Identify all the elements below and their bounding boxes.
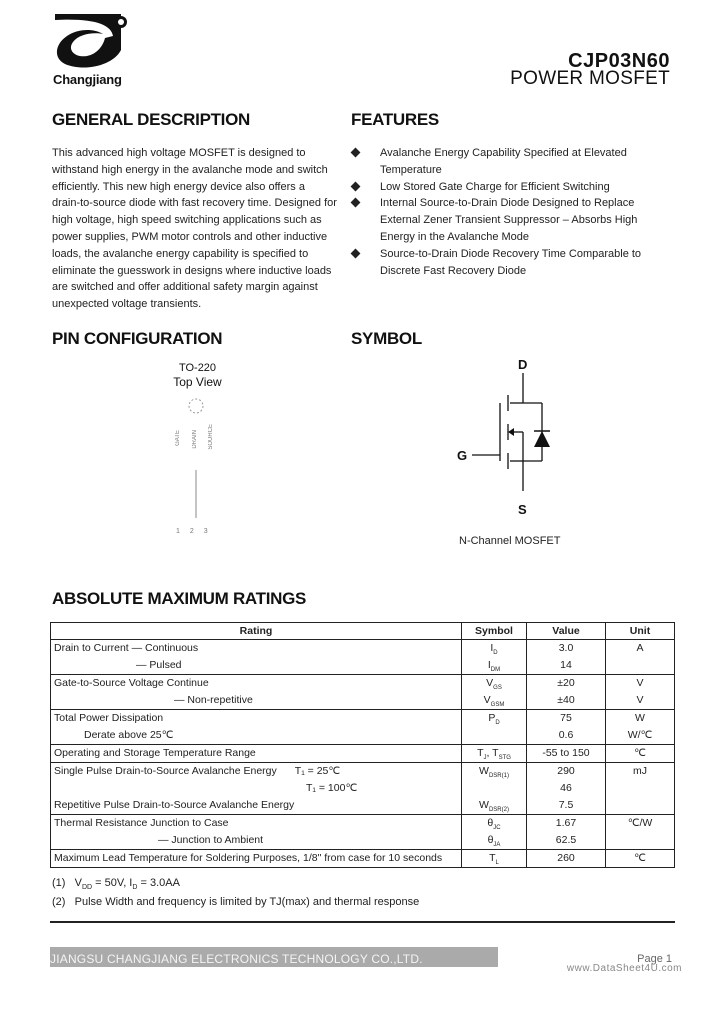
value-line: 0.6 (558, 729, 574, 741)
rating-cell (51, 850, 462, 868)
rating-line: Derate above 25℃ (84, 729, 174, 741)
description-line: This advanced high voltage MOSFET is designed to (52, 147, 306, 159)
feature-line: Low Stored Gate Charge for Efficient Switching (380, 180, 610, 193)
symbol-line (465, 780, 523, 797)
ratings-header-row (51, 623, 675, 640)
general-description-text (52, 145, 342, 313)
symbol-cell (462, 850, 527, 868)
pin-configuration-title: PIN CONFIGURATION (52, 329, 223, 348)
value-line: 46 (560, 782, 572, 794)
description-line: high voltage, high speed switching applications such as (52, 214, 322, 227)
rating-line: Single Pulse Drain-to-Source Avalanche Energy T₁ = 25℃ (54, 765, 341, 777)
description-line: eliminate the guesswork in designs where inductive loads (52, 264, 332, 277)
pin-number-1: 1 (176, 528, 180, 535)
rating-line: Total Power Dissipation (54, 712, 164, 724)
description-line: unexpected voltage transients. (52, 298, 202, 311)
rating-line: Thermal Resistance Junction to Case (54, 817, 229, 829)
symbol-line: $T_J$, $T_{STG}$ (477, 747, 511, 762)
logo-mark-icon (53, 14, 133, 72)
symbol-line: $T_L$ (489, 852, 499, 867)
header-value: Value (527, 623, 606, 640)
diamond-bullet-icon (351, 248, 361, 258)
description-line: power supplies, PWM motor controls and other inductive (52, 230, 328, 243)
unit-line: V (636, 677, 644, 689)
ratings-row (51, 710, 675, 745)
symbol-line: $I_{DM}$ (487, 659, 501, 674)
unit-line (609, 780, 671, 797)
feature-line: Temperature (380, 163, 442, 176)
symbol-cell (462, 640, 527, 675)
note-1: (1) $V_{DD} = 50V$, $I_D = 3.0AA$ (52, 877, 180, 892)
drain-label: D (518, 357, 528, 372)
feature-line: External Zener Transient Suppressor – Absorbs High (380, 214, 638, 227)
ratings-row (51, 675, 675, 710)
description-line: efficiently. This new high energy device also offers a (52, 180, 305, 193)
unit-line: A (636, 642, 644, 654)
unit-cell (606, 850, 675, 868)
ratings-row (51, 815, 675, 850)
value-cell (527, 710, 606, 745)
pin-number-2: 2 (189, 528, 194, 535)
header-unit: Unit (606, 623, 675, 640)
general-description-title: GENERAL DESCRIPTION (52, 110, 251, 129)
unit-cell (606, 815, 675, 850)
symbol-cell (462, 815, 527, 850)
feature-line: Discrete Fast Recovery Diode (380, 264, 527, 277)
value-line: ±40 (557, 694, 575, 706)
description-line: withstand high energy in the avalanche mode and switch (52, 163, 328, 176)
rating-cell (51, 710, 462, 745)
unit-cell (606, 745, 675, 763)
symbol-title: SYMBOL (351, 329, 422, 348)
rating-cell (51, 745, 462, 763)
rating-line: Repetitive Pulse Drain-to-Source Avalanche Energy (54, 799, 295, 811)
rating-cell (51, 640, 462, 675)
symbol-line: $I_D$ (490, 642, 498, 657)
value-cell (527, 815, 606, 850)
diamond-bullet-icon (351, 198, 361, 208)
unit-line (609, 797, 671, 814)
unit-line: V (636, 694, 644, 706)
note-2: (2) Pulse Width and frequency is limited by TJ(max) and thermal response (52, 896, 420, 909)
value-line: 75 (560, 712, 572, 724)
value-line: ±20 (557, 677, 575, 689)
symbol-cell (462, 710, 527, 745)
value-line: 14 (560, 659, 572, 671)
symbol-caption: N-Channel MOSFET (459, 535, 561, 547)
page-number: Page 1 (637, 953, 672, 965)
notes (52, 876, 419, 909)
rating-line: Operating and Storage Temperature Range (54, 747, 256, 759)
symbol-line: $\theta_{JC}$ (487, 817, 501, 832)
description-line: drain-to-source diode with fast recovery time. Designed for (52, 197, 337, 210)
watermark: www.DataSheet4U.com (566, 963, 682, 974)
symbol-line: $\theta_{JA}$ (487, 834, 501, 849)
features-title: FEATURES (351, 110, 439, 129)
value-line: 290 (557, 765, 575, 777)
rating-cell (51, 763, 462, 815)
symbol-cell (462, 763, 527, 815)
symbol-line: $V_{GSM}$ (483, 694, 505, 709)
ratings-title: ABSOLUTE MAXIMUM RATINGS (52, 589, 307, 608)
feature-item (352, 145, 652, 179)
value-cell (527, 675, 606, 710)
rating-line: — Pulsed (136, 659, 182, 671)
value-line: 3.0 (558, 642, 574, 654)
symbol-line: $W_{DSR(2)}$ (479, 799, 509, 814)
pin-label-gate: GATE (175, 430, 181, 446)
rating-line: Maximum Lead Temperature for Soldering Purposes, 1/8" from case for 10 seconds (54, 852, 443, 864)
rating-line: T₁ = 100℃ (306, 782, 358, 794)
divider-rule (50, 921, 675, 923)
symbol-line: $W_{DSR(1)}$ (479, 765, 509, 780)
rating-line: Gate-to-Source Voltage Continue (54, 677, 209, 689)
rating-line: Drain to Current — Continuous (54, 642, 199, 654)
unit-cell (606, 675, 675, 710)
rating-cell (51, 675, 462, 710)
value-line: 7.5 (558, 799, 574, 811)
value-cell (527, 763, 606, 815)
unit-line: ℃ (634, 852, 646, 864)
pin-label-source: SOURCE (208, 424, 214, 450)
rating-cell (51, 815, 462, 850)
company-logo (53, 14, 133, 72)
value-line: 260 (557, 852, 575, 864)
unit-cell (606, 710, 675, 745)
feature-item (352, 195, 652, 245)
ratings-row (51, 745, 675, 763)
value-line: 62.5 (555, 834, 577, 846)
unit-cell (606, 763, 675, 815)
value-line: -55 to 150 (542, 747, 590, 759)
pin-labels (173, 424, 233, 460)
unit-line: mJ (633, 765, 647, 777)
symbol-line: $P_D$ (488, 712, 500, 727)
value-line: 1.67 (555, 817, 577, 829)
to220-package-drawing (165, 390, 235, 540)
ratings-table (50, 622, 675, 868)
rating-condition: T₁ = 25℃ (294, 765, 341, 777)
symbol-line (465, 727, 523, 744)
unit-line: ℃ (634, 747, 646, 759)
header-symbol: Symbol (462, 623, 527, 640)
features-list (352, 145, 652, 279)
package-name: TO-220 (178, 362, 217, 374)
pin-label-drain: DRAIN (192, 430, 198, 449)
diamond-bullet-icon (351, 181, 361, 191)
feature-item (352, 179, 652, 196)
part-number: CJP03N60 (568, 50, 670, 72)
rating-line: — Non-repetitive (174, 694, 253, 706)
part-subtitle: POWER MOSFET (510, 68, 670, 89)
pin-numbers (176, 528, 208, 535)
feature-line: Source-to-Drain Diode Recovery Time Comparable to (380, 247, 642, 260)
mosfet-symbol-icon (450, 355, 570, 525)
ratings-row (51, 763, 675, 815)
footer-company: JIANGSU CHANGJIANG ELECTRONICS TECHNOLOGY CO.,LTD. (50, 952, 423, 966)
unit-line (609, 657, 671, 674)
value-cell (527, 640, 606, 675)
unit-line: W (635, 712, 645, 724)
ratings-row (51, 850, 675, 868)
unit-cell (606, 640, 675, 675)
description-line: loads, the avalanche energy capability is specified to (52, 247, 309, 260)
feature-line: Avalanche Energy Capability Specified at Elevated (380, 147, 627, 159)
view-label: Top View (173, 375, 222, 389)
ratings-row (51, 640, 675, 675)
symbol-line: $V_{GS}$ (486, 677, 502, 692)
pin-number-3: 3 (203, 528, 208, 535)
header-rating: Rating (51, 623, 462, 640)
symbol-cell (462, 675, 527, 710)
unit-line: W/℃ (627, 729, 653, 741)
feature-line: Internal Source-to-Drain Diode Designed to Replace (380, 197, 635, 210)
feature-item (352, 246, 652, 280)
description-line: are switched and offer additional safety margin against (52, 281, 318, 294)
source-label: S (518, 502, 527, 517)
rating-line: — Junction to Ambient (158, 834, 264, 846)
symbol-cell (462, 745, 527, 763)
diamond-bullet-icon (351, 148, 361, 158)
company-name: Changjiang (53, 72, 122, 87)
unit-line: ℃/W (627, 817, 653, 829)
value-cell (527, 745, 606, 763)
unit-line (609, 832, 671, 849)
gate-label: G (457, 448, 468, 463)
value-cell (527, 850, 606, 868)
feature-line: Energy in the Avalanche Mode (380, 230, 530, 243)
